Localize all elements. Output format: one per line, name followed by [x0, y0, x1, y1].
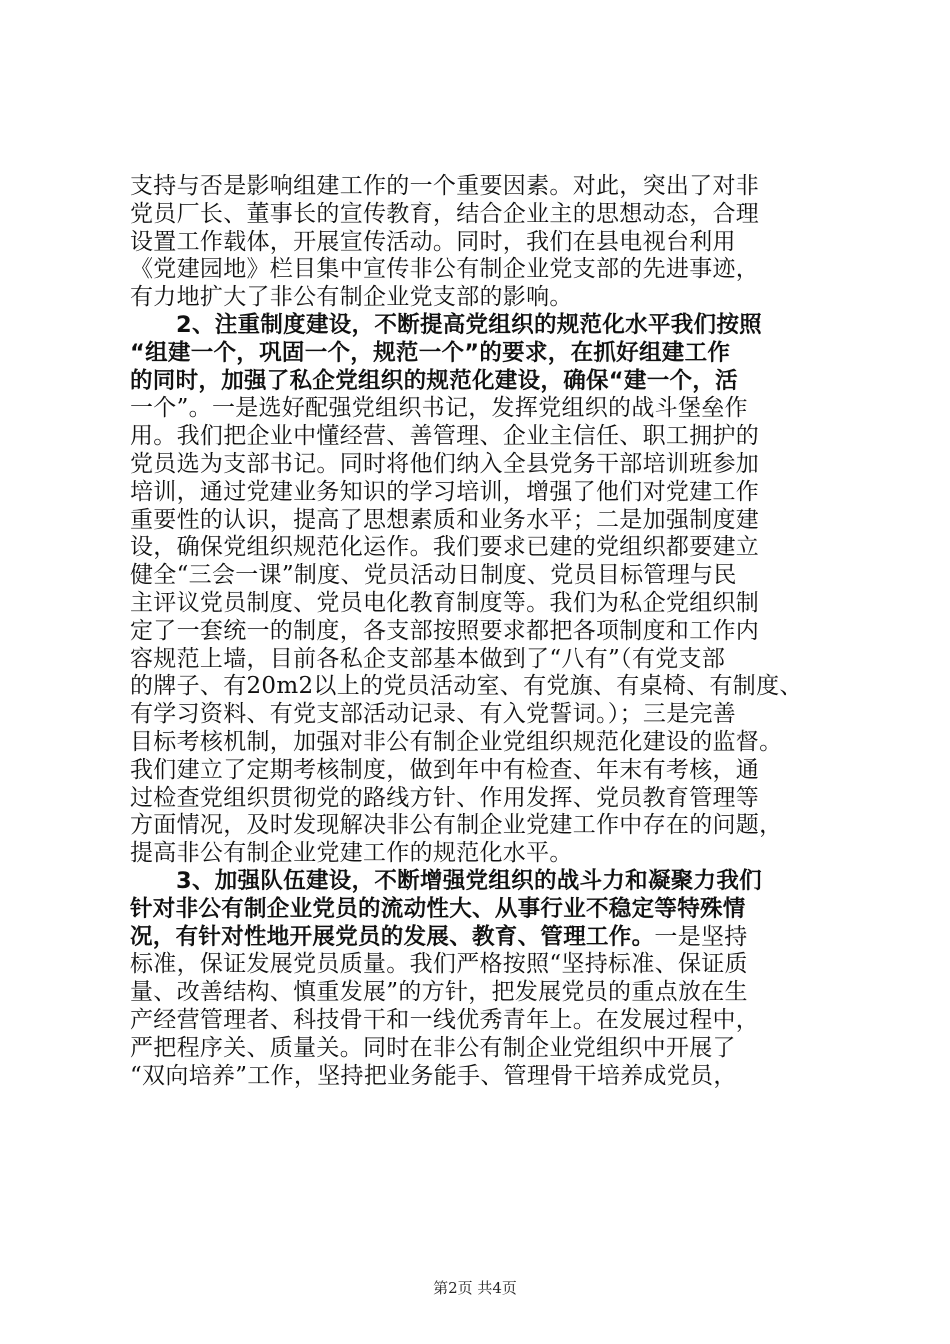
- body-line: 主评议党员制度、党员电化教育制度等。我们为私企党组织制: [130, 589, 760, 616]
- section-heading-line: 2、注重制度建设，不断提高党组织的规范化水平我们按照: [176, 311, 762, 338]
- body-fragment: 一是坚持: [654, 923, 748, 950]
- body-line: 我们建立了定期考核制度，做到年中有检查、年末有考核，通: [130, 756, 760, 783]
- body-line: 党员选为支部书记。同时将他们纳入全县党务干部培训班参加: [130, 450, 760, 477]
- body-line: 量、改善结构、慎重发展”的方针，把发展党员的重点放在生: [130, 979, 748, 1006]
- body-line: 《党建园地》栏目集中宣传非公有制企业党支部的先进事迹，: [130, 256, 760, 283]
- body-line: 的牌子、有20m2以上的党员活动室、有党旗、有桌椅、有制度、: [130, 673, 803, 700]
- body-line: 健全“三会一课”制度、党员活动日制度、党员目标管理与民: [130, 562, 737, 589]
- body-line: 培训，通过党建业务知识的学习培训，增强了他们对党建工作: [130, 478, 760, 505]
- body-line: 支持与否是影响组建工作的一个重要因素。对此，突出了对非: [130, 173, 760, 199]
- body-line: 标准，保证发展党员质量。我们严格按照“坚持标准、保证质: [130, 951, 748, 978]
- body-line: 严把程序关、质量关。同时在非公有制企业党组织中开展了: [130, 1034, 736, 1061]
- body-line: 过检查党组织贯彻党的路线方针、作用发挥、党员教育管理等: [130, 784, 760, 811]
- page-number-footer: 第2页 共4页: [433, 1279, 517, 1297]
- section-heading-fragment: 况，有针对性地开展党员的发展、教育、管理工作。: [130, 923, 655, 950]
- section-heading-line: 3、加强队伍建设，不断增强党组织的战斗力和凝聚力我们: [176, 867, 762, 894]
- body-line: 有力地扩大了非公有制企业党支部的影响。: [130, 284, 573, 311]
- body-line: 提高非公有制企业党建工作的规范化水平。: [130, 840, 573, 867]
- body-line: 设，确保党组织规范化运作。我们要求已建的党组织都要建立: [130, 534, 760, 561]
- body-line: 设置工作载体，开展宣传活动。同时，我们在县电视台利用: [130, 228, 736, 255]
- document-body: [130, 173, 830, 1090]
- section-heading-line: 的同时，加强了私企党组织的规范化建设，确保“建一个，活: [130, 367, 738, 394]
- body-line: 容规范上墙，目前各私企支部基本做到了“八有”（有党支部: [130, 645, 726, 672]
- body-line: 用。我们把企业中懂经营、善管理、企业主信任、职工拥护的: [130, 423, 760, 450]
- body-line: 重要性的认识，提高了思想素质和业务水平；二是加强制度建: [130, 506, 760, 533]
- body-line: “双向培养”工作，坚持把业务能手、管理骨干培养成党员，: [130, 1062, 737, 1089]
- body-line: 方面情况，及时发现解决非公有制企业党建工作中存在的问题，: [130, 812, 783, 839]
- body-line: 产经营管理者、科技骨干和一线优秀青年上。在发展过程中，: [130, 1006, 760, 1033]
- section-heading-line: 针对非公有制企业党员的流动性大、从事行业不稳定等特殊情: [130, 895, 746, 922]
- section-heading-line: “组建一个，巩固一个，规范一个”的要求，在抓好组建工作: [130, 339, 731, 366]
- body-line: 一个”。一是选好配强党组织书记，发挥党组织的战斗堡垒作: [130, 395, 748, 422]
- mixed-line: [130, 924, 830, 952]
- body-line: 有学习资料、有党支部活动记录、有入党誓词。）；三是完善: [130, 701, 737, 728]
- body-line: 定了一套统一的制度，各支部按照要求都把各项制度和工作内: [130, 617, 760, 644]
- body-line: 党员厂长、董事长的宣传教育，结合企业主的思想动态，合理: [130, 200, 760, 227]
- body-line: 目标考核机制，加强对非公有制企业党组织规范化建设的监督。: [130, 728, 783, 755]
